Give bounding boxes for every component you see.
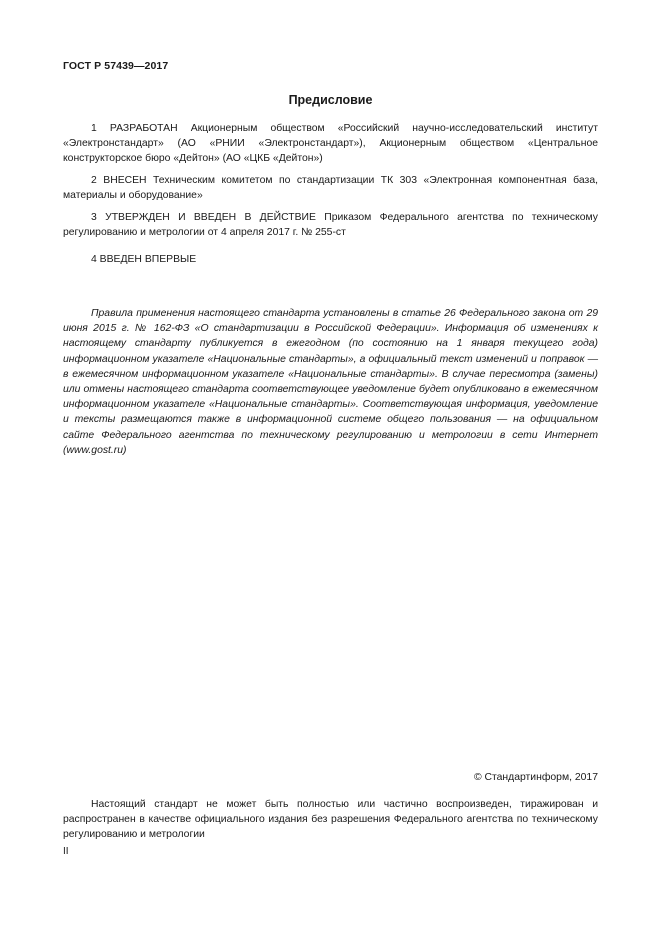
- preface-item-introduced: 2 ВНЕСЕН Техническим комитетом по стандартизации ТК 303 «Электронная компонентная база, материалы и оборудование»: [63, 175, 598, 201]
- copyright-line: © Стандартинформ, 2017: [473, 772, 598, 783]
- preface-item-approved: 3 УТВЕРЖДЕН И ВВЕДЕН В ДЕЙСТВИЕ Приказом Федерального агентства по техническому регулированию и метрологии от 4 апреля 2017 г. № 255-ст: [63, 212, 598, 238]
- page-number: II: [63, 846, 69, 857]
- preface-title: Предисловие: [288, 93, 373, 107]
- document-code: ГОСТ Р 57439—2017: [63, 60, 169, 72]
- reproduction-rights-text: Настоящий стандарт не может быть полностью или частично воспроизведен, тиражирован и распространен в качестве официального издания без разрешения Федерального агентства по техническому регулированию и метрологии: [63, 799, 598, 840]
- preface-item-first-introduced: 4 ВВЕДЕН ВПЕРВЫЕ: [91, 254, 197, 265]
- preface-item-developed: 1 РАЗРАБОТАН Акционерным обществом «Российский научно-исследовательский институт «Электронстандарт» (АО «РНИИ «Электронстандарт»), Акционерным обществом «Центральное конструкторское бюро «Дейтон» (АО «ЦКБ «Дейтон»): [63, 123, 598, 164]
- application-rules-notice: Правила применения настоящего стандарта установлены в статье 26 Федерального закона от 29 июня 2015 г. № 162-ФЗ «О стандартизации в Российской Федерации». Информация об изменениях к настоящему стандарту публикуется в ежегодном (по состоянию на 1 января текущего года) информационном указателе «Национальные стандарты», а официальный текст изменений и поправок — в ежемесячном информационном указателе «Национальные стандарты». В случае пересмотра (замены) или отмены настоящего стандарта соответствующее уведомление будет опубликовано в ежемесячном информационном указателе «Национальные стандарты». Соответствующая информация, уведомление и тексты размещаются также в информационной системе общего пользования — на официальном сайте Федерального агентства по техническому регулированию и метрологии в сети Интернет (www.gost.ru): [63, 308, 598, 456]
